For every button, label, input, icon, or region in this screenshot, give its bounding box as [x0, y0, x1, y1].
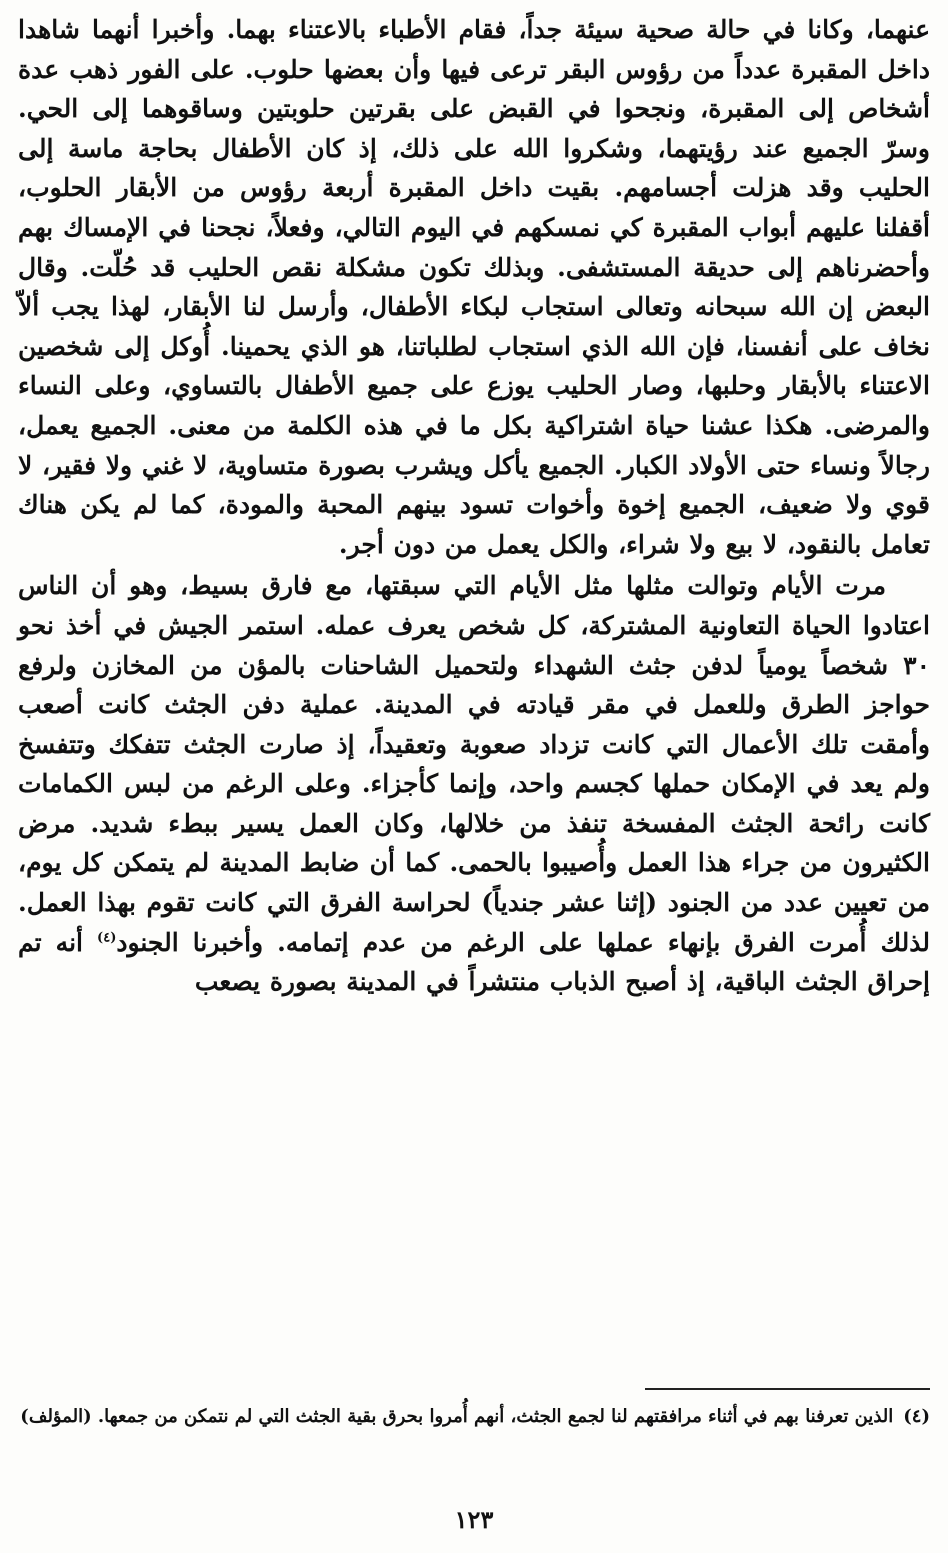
paragraph-2-text-a: مرت الأيام وتوالت مثلها مثل الأيام التي سبقتها، مع فارق بسيط، وهو أن الناس اعتادوا الحياة التعاونية المشتركة، كل شخص يعرف عمله. استمر الجيش في أخذ نحو ٣٠ شخصاً يومياً لدفن جثث الشهداء ولتحميل الشاحنات بالمؤن من المخازن ولرفع حواجز الطرق وللعمل في مقر قيادته في المدينة. عملية دفن الجثث كانت أصعب وأمقت تلك الأعمال التي كانت تزداد صعوبة وتعقيداً، إذ صارت الجثث تتفكك وتتفسخ ولم يعد في الإمكان حملها كجسم واحد، وإنما كأجزاء. وعلى الرغم من لبس الكمامات كانت رائحة الجثث المفسخة تنفذ من خلالها، وكان العمل يسير ببطء شديد. مرض الكثيرون من جراء هذا العمل وأُصيبوا بالحمى. كما أن ضابط المدينة لم يتمكن كل يوم، من تعيين عدد من الجنود (إثنا عشر جندياً) لحراسة الفرق التي كانت تقوم بهذا العمل. لذلك أُمرت الفرق بإنهاء عملها على الرغم من عدم إتمامه. وأخبرنا الجنود: [18, 571, 931, 957]
footnote-marker: (٤): [903, 1406, 930, 1427]
footnote: [18, 1400, 930, 1433]
footnote-text: الذين تعرفنا بهم في أثناء مرافقتهم لنا لجمع الجثث، أنهم أُمروا بحرق بقية الجثث التي لم نتمكن من جمعها. (المؤلف): [20, 1406, 894, 1427]
paragraph-2: [18, 566, 930, 1002]
paragraph-1: عنهما، وكانا في حالة صحية سيئة جداً، فقام الأطباء بالاعتناء بهما. وأخبرا أنهما شاهدا داخل المقبرة عدداً من رؤوس البقر ترعى فيها وأن بعضها حلوب. على الفور ذهب عدة أشخاص إلى المقبرة، ونجحوا في القبض على بقرتين حلوبتين وساقوهما إلى الحي. وسرّ الجميع عند رؤيتهما، وشكروا الله على ذلك، إذ كان الأطفال بحاجة ماسة إلى الحليب وقد هزلت أجسامهم. بقيت داخل المقبرة أربعة رؤوس من الأبقار الحلوب، أقفلنا عليهم أبواب المقبرة كي نمسكهم في اليوم التالي، وفعلاً، نجحنا في الإمساك بهم وأحضرناهم إلى حديقة المستشفى. وبذلك تكون مشكلة نقص الحليب قد حُلّت. وقال البعض إن الله سبحانه وتعالى استجاب لبكاء الأطفال، وأرسل لنا الأبقار، لهذا يجب ألاّ نخاف على أنفسنا، فإن الله الذي استجاب لطلباتنا، هو الذي يحمينا. أُوكل إلى شخصين الاعتناء بالأبقار وحلبها، وصار الحليب يوزع على جميع الأطفال بالتساوي، وعلى النساء والمرضى. هكذا عشنا حياة اشتراكية بكل ما في هذه الكلمة من معنى. الجميع يعمل، رجالاً ونساء حتى الأولاد الكبار. الجميع يأكل ويشرب بصورة متساوية، لا غني ولا فقير، لا قوي ولا ضعيف، الجميع إخوة وأخوات تسود بينهم المحبة والمودة، كما لم يكن هناك تعامل بالنقود، لا بيع ولا شراء، والكل يعمل من دون أجر.: [18, 15, 930, 559]
book-page: [18, 10, 930, 1540]
footnote-divider: [645, 1388, 930, 1390]
main-text: [18, 10, 930, 1350]
page-number: ١٢٣: [454, 1505, 494, 1534]
footnote-reference: (٤): [97, 930, 117, 946]
paragraph-2-text-b: أنه تم إحراق الجثث الباقية، إذ أصبح الذباب منتشراً في المدينة بصورة يصعب: [18, 927, 930, 997]
